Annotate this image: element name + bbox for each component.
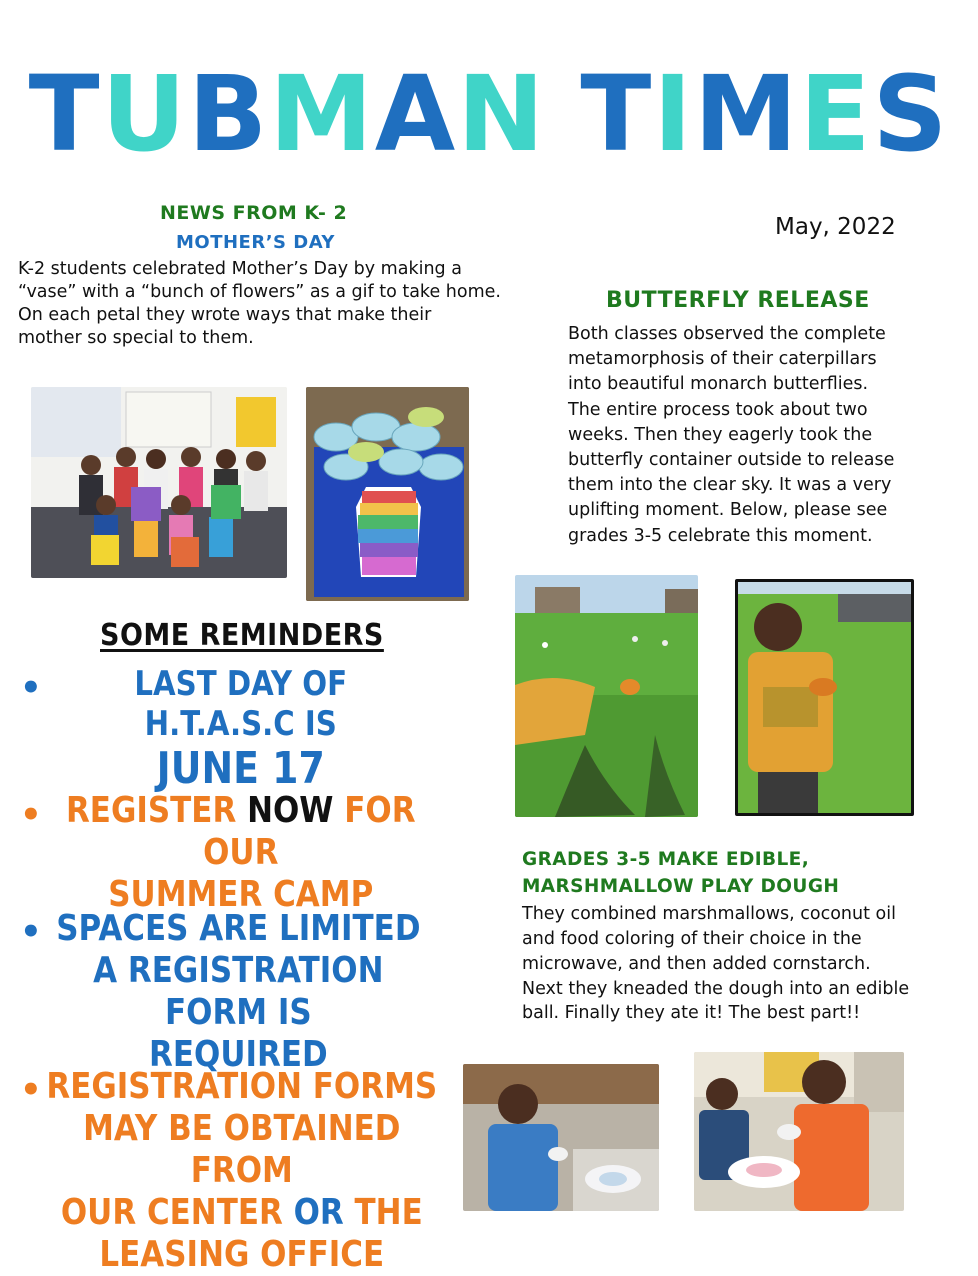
class-group-photo [31, 387, 287, 578]
k2-body-line: K-2 students celebrated Mother’s Day by making a [18, 259, 462, 279]
vase-artwork-photo [306, 387, 469, 601]
grades-body-line: They combined marshmallows, coconut oil [522, 904, 896, 924]
reminder-forms-text: THE [343, 1192, 423, 1233]
grades-body-line: ball. Finally they ate it! The best part!! [522, 1003, 861, 1024]
butterfly-body-line: grades 3-5 celebrate this moment. [568, 525, 873, 546]
masthead-letter: S [872, 53, 950, 175]
reminder-bullet: • [20, 668, 42, 708]
reminder-spaces [44, 908, 433, 1076]
butterfly-body-line: them into the clear sky. It was a very [568, 475, 892, 496]
butterfly-field-photo [515, 575, 698, 817]
reminder-register-now: NOW [247, 790, 334, 831]
reminder-spaces-line2: A REGISTRATION FORM IS [93, 950, 384, 1033]
issue-date: May, 2022 [775, 214, 896, 240]
reminder-forms-line3 [44, 1192, 440, 1234]
newsletter-title [0, 53, 978, 175]
play-dough-photo-1 [463, 1064, 659, 1211]
grades-body-line: Next they kneaded the dough into an edible [522, 978, 910, 999]
k2-subheading: MOTHER’S DAY [176, 232, 335, 253]
masthead-letter: U [101, 53, 188, 175]
masthead-letter: T [28, 53, 102, 175]
masthead-letter: N [457, 53, 547, 175]
butterfly-body-line: metamorphosis of their caterpillars [568, 349, 877, 370]
butterfly-body [568, 322, 918, 549]
k2-body-line: “vase” with a “bunch of flowers” as a gif to take home. [18, 282, 501, 303]
butterfly-body-line: uplifting moment. Below, please see [568, 500, 888, 521]
reminder-last-day-line1: LAST DAY OF H.T.A.S.C IS [134, 664, 348, 744]
reminder-spaces-line3: REQUIRED [149, 1034, 328, 1075]
reminder-bullet: • [20, 795, 42, 835]
masthead-letter: B [187, 53, 270, 175]
reminder-forms-line1: REGISTRATION FORMS [46, 1066, 438, 1107]
butterfly-body-line: butterfly container outside to release [568, 449, 895, 470]
masthead-letter: E [799, 53, 873, 175]
reminder-last-day [55, 664, 427, 794]
grades-body-line: microwave, and then added cornstarch. [522, 953, 871, 974]
reminder-forms-line2: MAY BE OBTAINED FROM [83, 1108, 401, 1191]
reminder-bullet: • [20, 1070, 42, 1110]
masthead-letter: I [653, 53, 694, 175]
grades-heading [522, 846, 942, 900]
masthead-letter: A [374, 53, 458, 175]
grades-heading-line: GRADES 3-5 MAKE EDIBLE, [522, 849, 810, 870]
reminder-register-text: REGISTER [65, 790, 248, 831]
k2-body-line: mother so special to them. [18, 328, 254, 349]
reminder-forms-or: OR [293, 1192, 344, 1233]
butterfly-body-line: The entire process took about two [568, 399, 868, 420]
boy-holding-butterfly-photo [735, 579, 914, 816]
butterfly-body-line: into beautiful monarch butterflies. [568, 374, 869, 395]
reminder-forms-text: OUR CENTER [60, 1192, 294, 1233]
grades-body [522, 902, 932, 1026]
butterfly-body-line: Both classes observed the complete [568, 324, 886, 344]
masthead-letter: M [269, 53, 375, 175]
reminder-spaces-line1: SPACES ARE LIMITED [56, 908, 421, 949]
reminder-register-line1 [55, 790, 427, 874]
reminder-last-day-line2: JUNE 17 [156, 743, 325, 794]
reminder-forms-line4: LEASING OFFICE [99, 1234, 385, 1275]
k2-body [18, 258, 518, 350]
butterfly-heading: BUTTERFLY RELEASE [606, 288, 870, 313]
reminder-bullet: • [20, 912, 42, 952]
butterfly-body-line: weeks. Then they eagerly took the [568, 424, 873, 445]
reminder-register-line2: SUMMER CAMP [108, 874, 374, 915]
masthead-letter: T [580, 53, 654, 175]
k2-heading: NEWS FROM K- 2 [160, 202, 348, 224]
reminder-register [55, 790, 427, 916]
reminder-forms [44, 1066, 440, 1276]
reminder-register-text: FOR OUR [203, 790, 416, 873]
grades-body-line: and food coloring of their choice in the [522, 928, 862, 949]
reminders-title: SOME REMINDERS [100, 618, 384, 653]
play-dough-photo-2 [694, 1052, 904, 1211]
k2-body-line: On each petal they wrote ways that make their [18, 305, 432, 326]
grades-heading-line: MARSHMALLOW PLAY DOUGH [522, 876, 840, 897]
masthead-letter: M [693, 53, 800, 175]
